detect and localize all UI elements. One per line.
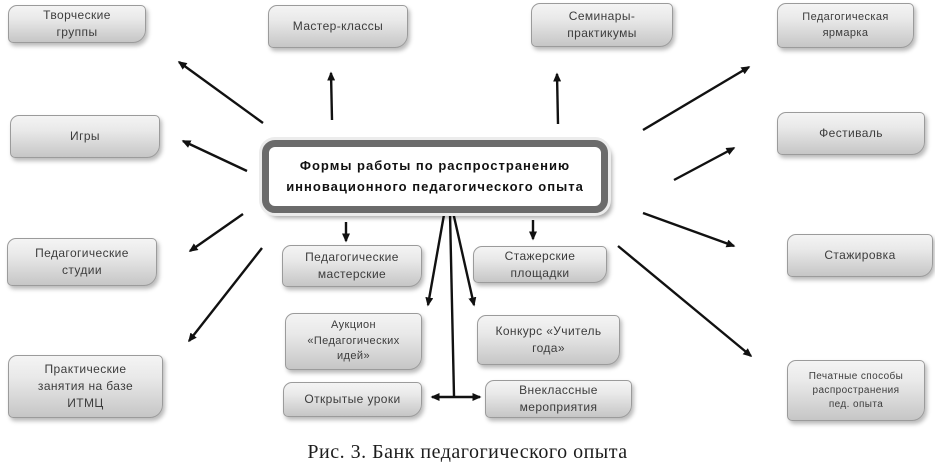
arrow-to-prakticheskie [189,248,262,341]
node-label: Аукцион «Педагогических идей» [307,319,400,363]
node-label: Открытые уроки [304,392,401,407]
node-vneklassnye-meropriyatiya [485,380,632,418]
node-pedagogicheskie-studii [7,238,157,286]
arrow-to-seminary [557,74,558,124]
node-auktsion-idey [285,313,422,370]
node-label: Конкурс «Учитель года» [495,324,602,355]
arrow-to-auktsion [428,209,445,305]
arrow-to-festival [674,148,734,180]
arrow-to-tvorcheskie-gruppy [179,62,263,123]
arrow-to-yarmarka [643,67,749,130]
arrow-to-stazhirovka [643,213,734,246]
node-label: Семинары-практикумы [567,9,637,40]
arrow-to-pechatnye [618,246,751,356]
node-label: Творческие группы [43,8,111,39]
connector-vertical-stem [450,213,454,396]
node-pedagogicheskaya-yarmarka [777,3,914,48]
node-label: Педагогическая ярмарка [802,11,889,39]
node-master-klassy [268,5,408,48]
arrow-to-master-klassy [331,73,332,120]
arrow-to-igry [183,141,247,171]
node-label: Внеклассные мероприятия [519,383,598,414]
node-pedagogicheskie-masterskie [282,245,422,287]
node-stazhirovka [787,234,933,277]
node-otkrytye-uroki [283,382,422,417]
node-igry [10,115,160,158]
center-node-formy-raboty [262,140,608,213]
node-festival [777,112,925,155]
node-tvorcheskie-gruppy [8,5,146,43]
node-label: Практические занятия на базе ИТМЦ [37,362,134,410]
node-label: Стажерские площадки [504,248,576,280]
node-label: Фестиваль [819,126,883,141]
node-label: Мастер-классы [292,19,384,34]
node-label: Игры [70,129,100,144]
node-prakticheskie-zanyatiya-itmc [8,355,163,418]
node-konkurs-uchitel-goda [477,315,620,365]
node-label: Педагогические мастерские [305,250,399,281]
arrow-to-ped-studii [190,214,243,251]
node-label: Стажировка [824,248,896,263]
node-label: Печатные способы распространения пед. опыта [808,370,904,410]
node-label: Педагогические студии [35,246,129,277]
node-seminary-praktikumy [531,3,673,47]
node-stazherskie-ploshchadki [473,246,607,283]
node-pechatnye-sposoby [787,360,925,421]
center-node-label: Формы работы по распространению инновационного педагогического опыта [286,158,584,194]
arrow-to-konkurs [453,212,474,305]
figure-caption: Рис. 3. Банк педагогического опыта [307,441,628,463]
